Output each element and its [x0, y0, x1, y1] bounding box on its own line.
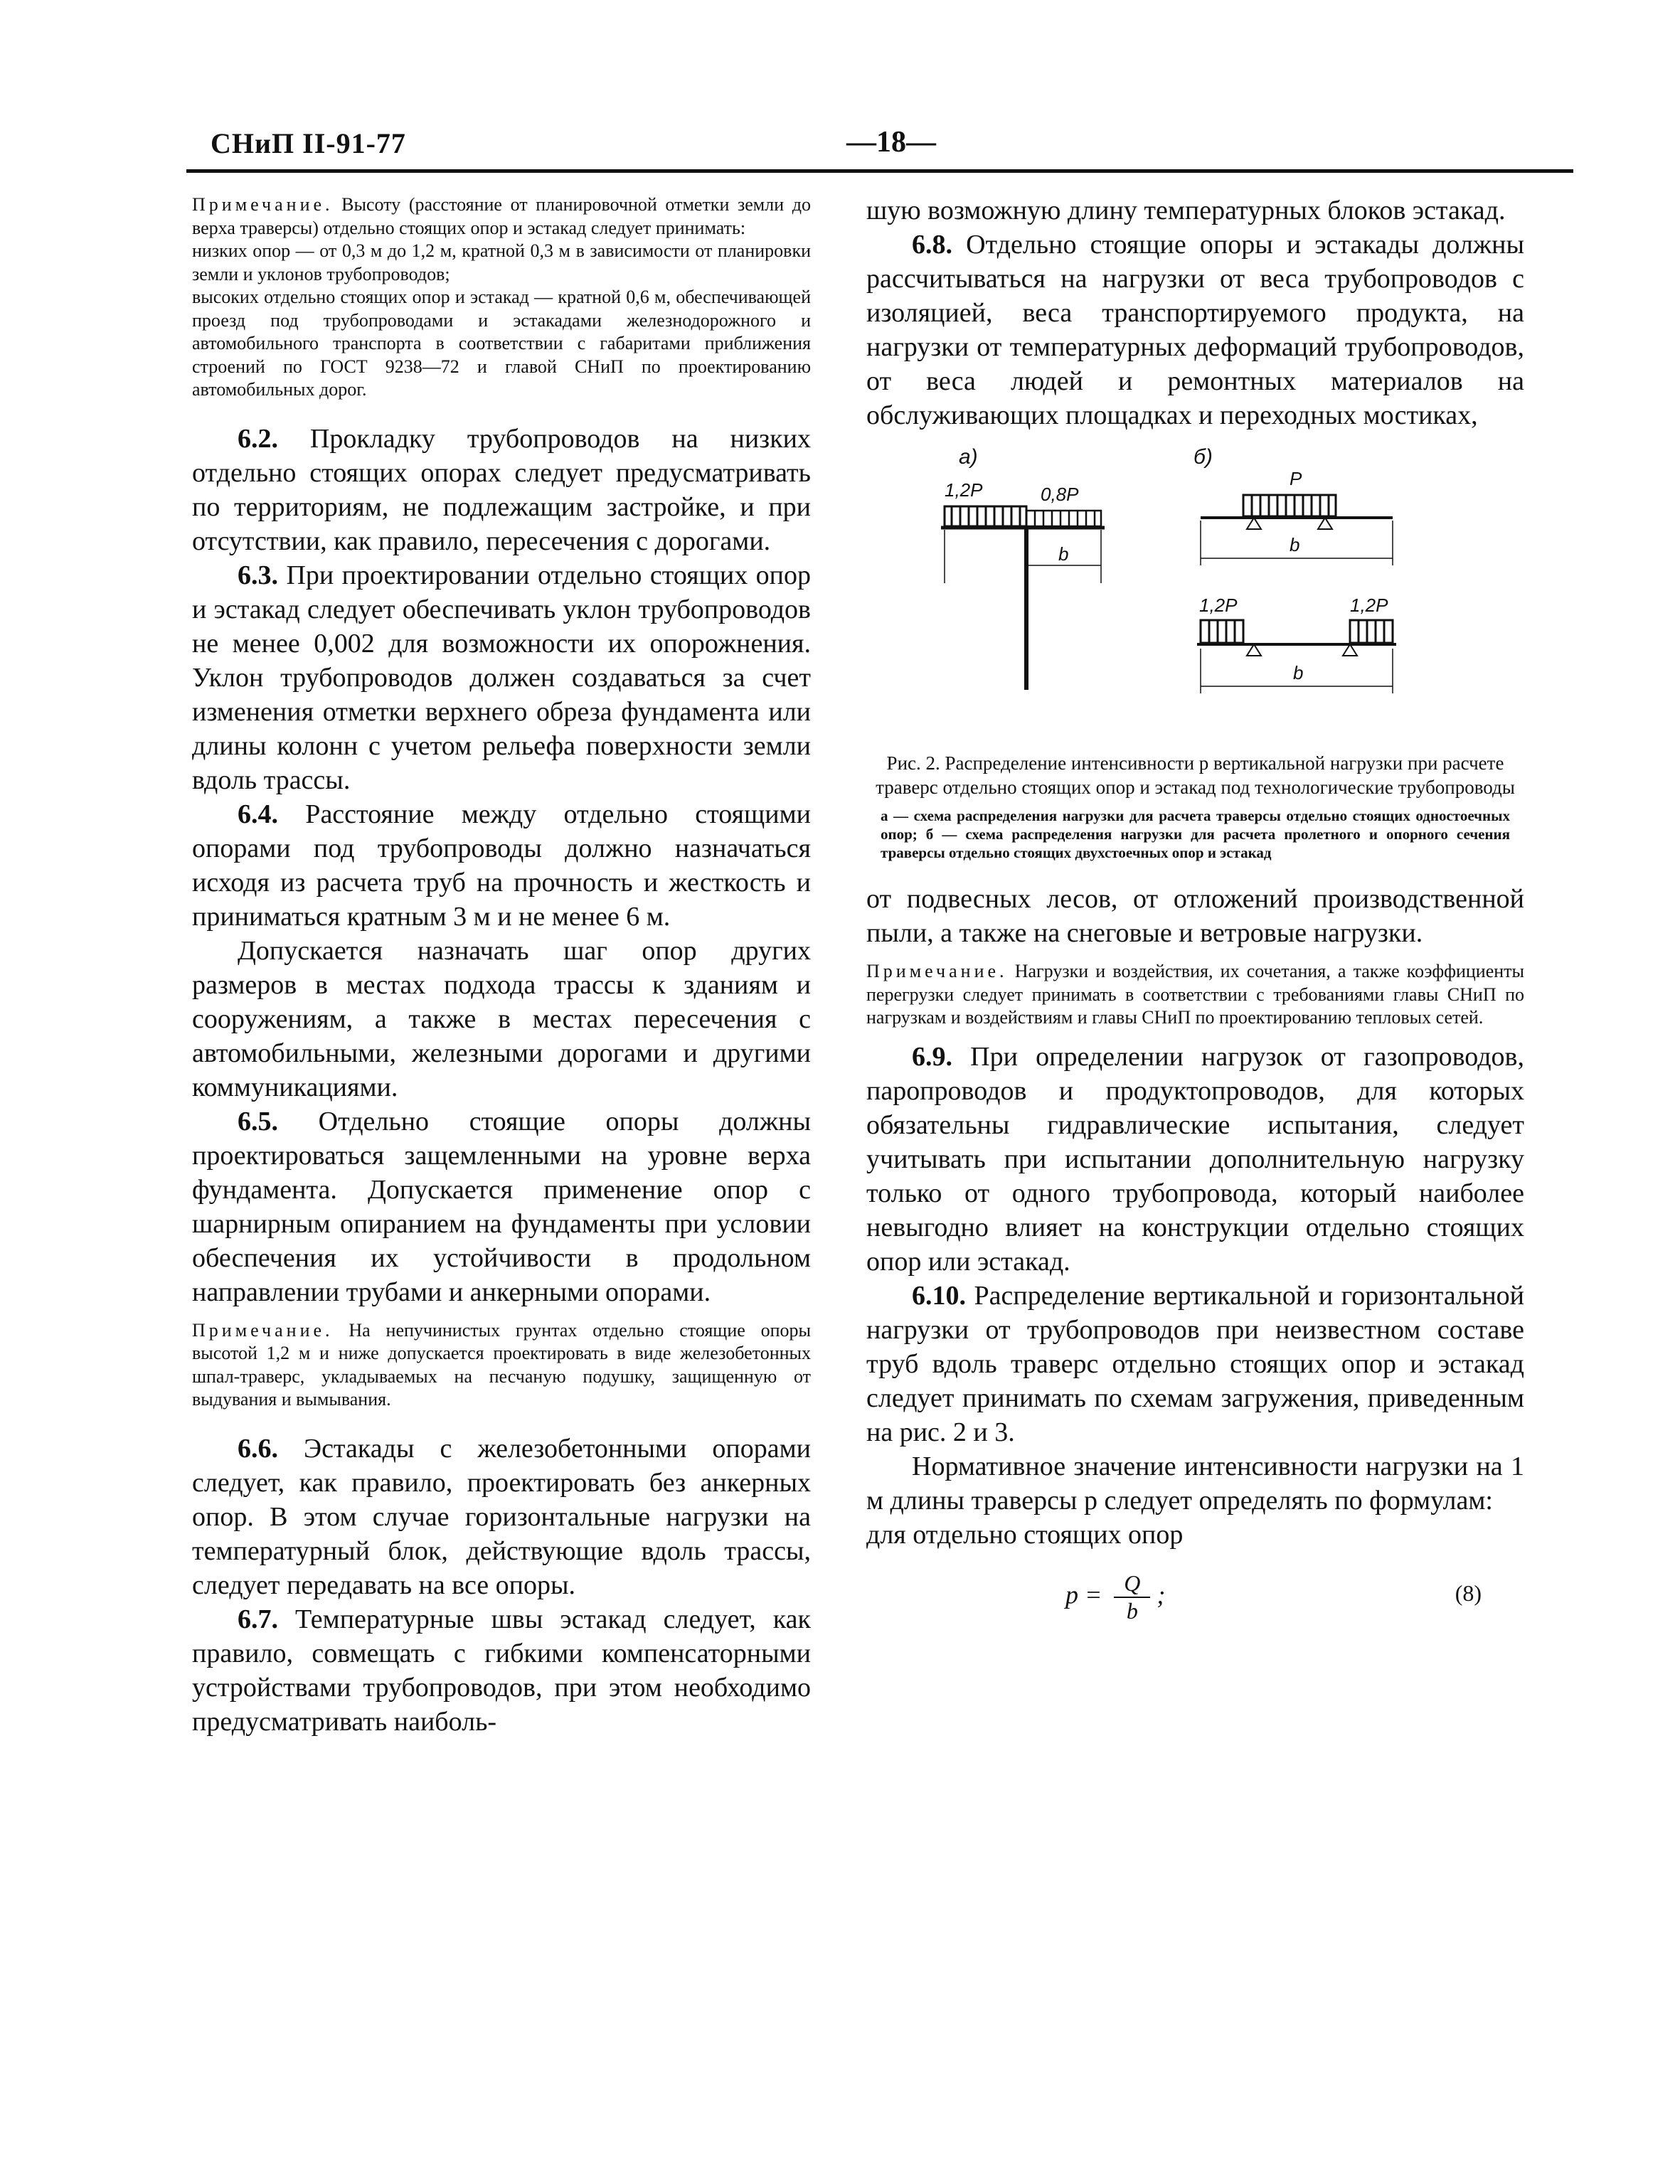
load-label-b-top: P — [1290, 468, 1302, 489]
formula-numerator: Q — [1114, 1570, 1150, 1598]
paragraph-6-8 — [866, 228, 1524, 432]
figure-2 — [866, 441, 1524, 747]
span-label-b-top: b — [1290, 534, 1300, 555]
load-label-a-left: 1,2P — [945, 479, 983, 501]
load-block-b-right — [1350, 620, 1393, 643]
formula-denominator: b — [1126, 1597, 1138, 1624]
load-diagram — [866, 441, 1524, 747]
paragraph-6-4 — [192, 797, 811, 934]
paragraph-6-9 — [866, 1040, 1524, 1279]
note-label: Примечание. — [192, 1319, 334, 1341]
load-label-b-left: 1,2P — [1199, 595, 1238, 616]
page-number: —18— — [846, 126, 936, 159]
span-label-b-bottom: b — [1293, 662, 1304, 683]
figure-legend: а — схема распределения нагрузки для расчета траверсы отдельно стоящих одностоечных опор; б — схема распределения нагрузки для расчета пролетного и опорного сечения траверсы отдельно стоящих двухстоечных опор и эстакад — [881, 807, 1510, 861]
clause-number: 6.7. — [238, 1604, 278, 1634]
clause-text: При определении нагрузок от газопроводов, паропроводов и продуктопроводов, для которых обязательны гидравлические испытания, следует учитывать при испытании дополнительную нагрузку только от одного трубопровода, который наиболее невыгодно влияет на конструкции отдельно стоящих опор или эстакад. — [866, 1041, 1524, 1277]
clause-number: 6.4. — [238, 799, 278, 829]
load-block-b-top — [1243, 495, 1336, 516]
note-loads — [866, 960, 1524, 1030]
formula-intro: для отдельно стоящих опор — [866, 1519, 1184, 1550]
note-text: Высоту (расстояние от планировочной отметки земли до верха траверсы) отдельно стоящих опор и эстакад следует принимать: — [192, 194, 811, 238]
formula-expression — [1065, 1570, 1165, 1624]
note-text: высоких отдельно стоящих опор и эстакад — кратной 0,6 м, обеспечивающей проезд под трубопроводами и эстакадами железнодорожного и автомобильного транспорта в соответствии с габаритами приближения строений по ГОСТ 9238—72 и главой СНиП по проектированию автомобильных дорог. — [192, 287, 811, 400]
paragraph-6-2 — [192, 422, 811, 558]
load-block-a-right — [1026, 511, 1101, 526]
paragraph-6-7 — [192, 1602, 811, 1739]
note-text: Нагрузки и воздействия, их сочетания, а также коэффициенты перегрузки следует принимать в соответствии с требованиями главы СНиП по нагрузкам и воздействиям и главы СНиП по проектированию тепловых сетей. — [866, 961, 1524, 1028]
clause-text: Отдельно стоящие опоры должны проектироваться защемленными на уровне верха фундамента. Допускается применение опор с шарнирным опиранием на фундаменты при условии обеспечения их устойчивости в продольном направлении трубами и анкерными опорами. — [192, 1106, 811, 1307]
clause-text: При проектировании отдельно стоящих опор и эстакад следует обеспечивать уклон трубопроводов не менее 0,002 для возможности их опорожнения. Уклон трубопроводов должен создаваться за счет изменения отметки верхнего обреза фундамента или длины колонн с учетом рельефа поверхности земли вдоль трассы. — [192, 560, 811, 795]
clause-number: 6.8. — [912, 230, 952, 260]
note-text: На непучинистых грунтах отдельно стоящие опоры высотой 1,2 м и ниже допускается проектировать в виде железобетонных шпал-траверс, укладываемых на песчаную подушку, защищенную от выдувания и вымывания. — [192, 1319, 811, 1410]
formula-8 — [866, 1570, 1524, 1634]
right-column — [866, 193, 1524, 1634]
formula-fraction — [1114, 1570, 1150, 1624]
header-rule — [186, 169, 1573, 173]
clause-number: 6.6. — [238, 1433, 278, 1464]
load-label-b-right: 1,2P — [1350, 595, 1388, 616]
left-column — [192, 193, 811, 1739]
clause-text: Распределение вертикальной и горизонтальной нагрузки от трубопроводов при неизвестном составе труб вдоль траверс отдельно стоящих опор и эстакад следует принимать по схемам загружения, приведенным на рис. 2 и 3. — [866, 1280, 1524, 1447]
note-sleepers — [192, 1319, 811, 1412]
figure-caption: Рис. 2. Распределение интенсивности p вертикальной нагрузки при расчете траверс отдельно стоящих опор и эстакад под технологические трубопроводы — [876, 752, 1515, 798]
paragraph-6-10-cont: Нормативное значение интенсивности нагрузки на 1 м длины траверсы p следует определять по формулам: — [866, 1451, 1524, 1516]
formula-tail: ; — [1157, 1580, 1166, 1609]
span-label-a: b — [1058, 543, 1069, 565]
clause-text: Эстакады с железобетонными опорами следует, как правило, проектировать без анкерных опор. В этом случае горизонтальные нагрузки на температурный блок, действующие вдоль трассы, следует передавать на все опоры. — [192, 1433, 811, 1600]
clause-number: 6.5. — [238, 1106, 278, 1136]
paragraph-6-10 — [866, 1279, 1524, 1449]
label-scheme-b: б) — [1193, 445, 1213, 469]
paragraph-6-7-cont: шую возможную длину температурных блоков эстакад. — [866, 196, 1506, 225]
note-height — [192, 193, 811, 402]
note-label: Примечание. — [192, 194, 334, 215]
document-code: СНиП II-91-77 — [211, 127, 406, 159]
note-label: Примечание. — [866, 961, 1008, 981]
clause-text: Прокладку трубопроводов на низких отдельно стоящих опорах следует предусматривать по территориям, не подлежащим застройке, и при отсутствии, как правило, пересечения с дорогами. — [192, 423, 811, 556]
paragraph-6-3 — [192, 558, 811, 797]
clause-number: 6.2. — [238, 423, 278, 454]
note-text: низких опор — от 0,3 м до 1,2 м, кратной 0,3 м в зависимости от планировки земли и уклонов трубопроводов; — [192, 240, 811, 284]
paragraph-6-6 — [192, 1432, 811, 1602]
clause-number: 6.10. — [912, 1280, 966, 1311]
clause-number: 6.9. — [912, 1041, 952, 1072]
paragraph-6-5 — [192, 1104, 811, 1309]
formula-number: (8) — [1455, 1580, 1482, 1606]
formula-lhs: p = — [1065, 1580, 1102, 1609]
label-scheme-a: а) — [959, 445, 978, 469]
paragraph-6-8-cont: от подвесных лесов, от отложений производственной пыли, а также на снеговые и ветровые нагрузки. — [866, 884, 1524, 948]
load-block-a-left — [945, 506, 1026, 526]
clause-text: Расстояние между отдельно стоящими опорами под трубопроводы должно назначаться исходя из расчета труб на прочность и жесткость и приниматься кратным 3 м и не менее 6 м. — [192, 799, 811, 932]
clause-text: Температурные швы эстакад следует, как правило, совмещать с гибкими компенсаторными устройствами трубопроводов, при этом необходимо предусматривать наиболь- — [192, 1604, 811, 1737]
load-label-a-right: 0,8P — [1041, 484, 1079, 505]
clause-text: Отдельно стоящие опоры и эстакады должны рассчитываться на нагрузки от веса трубопроводов с изоляцией, веса транспортируемого продукта, на нагрузки от температурных деформаций трубопроводов, от веса людей и ремонтных материалов на обслуживающих площадках и переходных мостиках, — [866, 230, 1524, 430]
load-block-b-left — [1201, 620, 1243, 643]
paragraph-6-4-cont: Допускается назначать шаг опор других размеров в местах подхода трассы к зданиям и сооружениям, а также в местах пересечения с автомобильными, железными дорогами и другими коммуникациями. — [192, 935, 811, 1102]
clause-number: 6.3. — [238, 560, 278, 590]
